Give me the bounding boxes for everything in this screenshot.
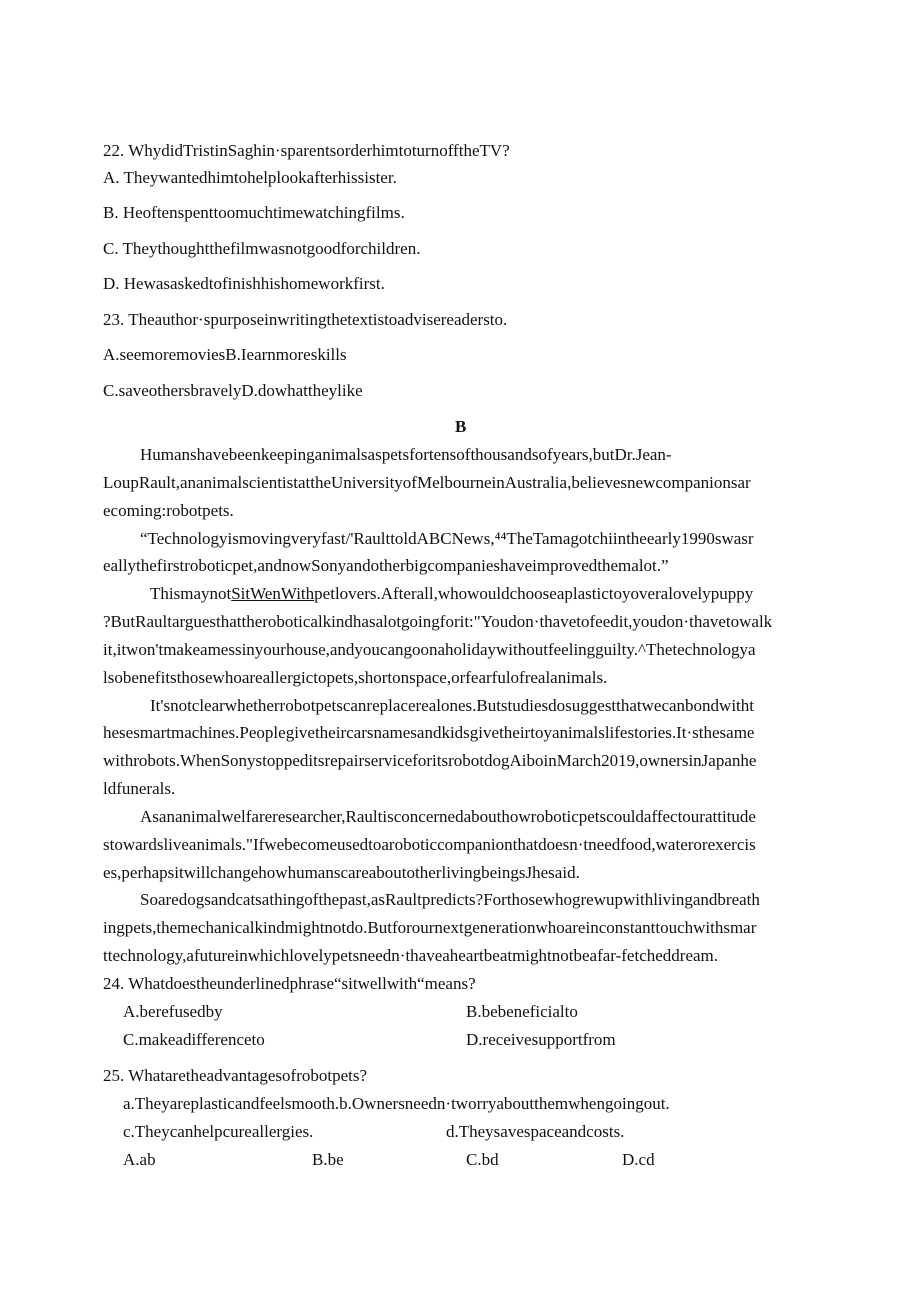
q22-question: 22. WhydidTristinSaghin·sparentsorderhimtoturnofftheTV?	[103, 141, 510, 160]
q24-option-c: C.makeadifferenceto	[123, 1030, 265, 1049]
q22-option-a: A. Theywantedhimtohelplookafterhissister.	[103, 168, 397, 187]
passage-line: Humanshavebeenkeepinganimalsaspetsfortensofthousandsofyears,butDr.Jean-	[140, 445, 672, 464]
q24-question: 24. Whatdoestheunderlinedphrase“sitwellwith“means?	[103, 974, 476, 993]
q25-option-a: A.ab	[123, 1150, 156, 1169]
passage-line: lsobenefitsthosewhoareallergictopets,shortonspace,orfearfulofrealanimals.	[103, 668, 608, 687]
passage-line: ttechnology,afutureinwhichlovelypetsneedn·thaveaheartbeatmightnotbeafar-fetcheddream.	[103, 946, 719, 965]
q23-options-row2: C.saveothersbravelyD.dowhattheylike	[103, 381, 363, 400]
passage-line: hesesmartmachines.Peoplegivetheircarsnamesandkidsgivetheirtoyanimalslifestories.It·sthesame	[103, 723, 755, 742]
q25-option-d: D.cd	[622, 1150, 655, 1169]
passage-text: petlovers.Afterall,whowouldchooseaplastictoyoveralovelypuppy	[314, 584, 754, 603]
passage-line: ingpets,themechanicalkindmightnotdo.Butforournextgenerationwhoareinconstanttouchwithsmar	[103, 918, 757, 937]
q25-statement-d: d.Theysavespaceandcosts.	[446, 1122, 625, 1141]
passage-line-with-underline	[150, 584, 753, 604]
q22-option-c: C. Theythoughtthefilmwasnotgoodforchildren.	[103, 239, 421, 258]
underlined-phrase: SitWenWith	[231, 584, 315, 603]
passage-text: Thismaynot	[150, 584, 232, 603]
passage-line: eallythefirstroboticpet,andnowSonyandotherbigcompanieshaveimprovedthemalot.”	[103, 556, 669, 575]
q25-statement-c: c.Theycanhelpcureallergies.	[123, 1122, 314, 1141]
passage-line: it,itwon'tmakeamessinyourhouse,andyoucangoonaholidaywithoutfeelingguilty.^Thetechnologya	[103, 640, 756, 659]
q23-options-row1: A.seemoremoviesB.Iearnmoreskills	[103, 345, 347, 364]
q24-option-d: D.receivesupportfrom	[466, 1030, 616, 1049]
q25-question: 25. Whataretheadvantagesofrobotpets?	[103, 1066, 368, 1085]
passage-line: Soaredogsandcatsathingofthepast,asRaultpredicts?Forthosewhogrewupwithlivingandbreath	[140, 890, 760, 909]
passage-line: ?ButRaultarguesthattheroboticalkindhasalotgoingforit:"Youdon·thavetofeedit,youdon·thavetowalk	[103, 612, 773, 631]
passage-line: stowardsliveanimals."Ifwebecomeusedtoaroboticcompanionthatdoesn·tneedfood,waterorexercis	[103, 835, 756, 854]
q25-statements-ab: a.Theyareplasticandfeelsmooth.b.Ownersneedn·tworryaboutthemwhengoingout.	[123, 1094, 670, 1113]
passage-line: es,perhapsitwillchangehowhumanscareaboutotherlivingbeingsJhesaid.	[103, 863, 580, 882]
passage-line: “Technologyismovingveryfast/'RaulttoldABCNews,⁴⁴TheTamagotchiintheearly1990swasr	[140, 529, 754, 548]
passage-line: Asananimalwelfareresearcher,Raultisconcernedabouthowroboticpetscouldaffectourattitude	[140, 807, 756, 826]
q25-option-c: C.bd	[466, 1150, 499, 1169]
q24-option-a: A.berefusedby	[123, 1002, 223, 1021]
passage-line: ldfunerals.	[103, 779, 176, 798]
q25-option-b: B.be	[312, 1150, 344, 1169]
passage-line: LoupRault,ananimalscientistattheUniversityofMelbourneinAustralia,believesnewcompanionsar	[103, 473, 751, 492]
q22-option-d: D. Hewasaskedtofinishhishomeworkfirst.	[103, 274, 385, 293]
passage-line: ecoming:robotpets.	[103, 501, 234, 520]
passage-line: It'snotclearwhetherrobotpetscanreplacerealones.Butstudiesdosuggestthatwecanbondwitht	[150, 696, 755, 715]
passage-line: withrobots.WhenSonystoppeditsrepairserviceforitsrobotdogAiboinMarch2019,ownersinJapanhe	[103, 751, 757, 770]
q23-question: 23. Theauthor·spurposeinwritingthetextistoadvisereadersto.	[103, 310, 508, 329]
q22-option-b: B. Heoftenspenttoomuchtimewatchingfilms.	[103, 203, 405, 222]
q24-option-b: B.bebeneficialto	[466, 1002, 578, 1021]
section-heading: B	[455, 417, 467, 436]
